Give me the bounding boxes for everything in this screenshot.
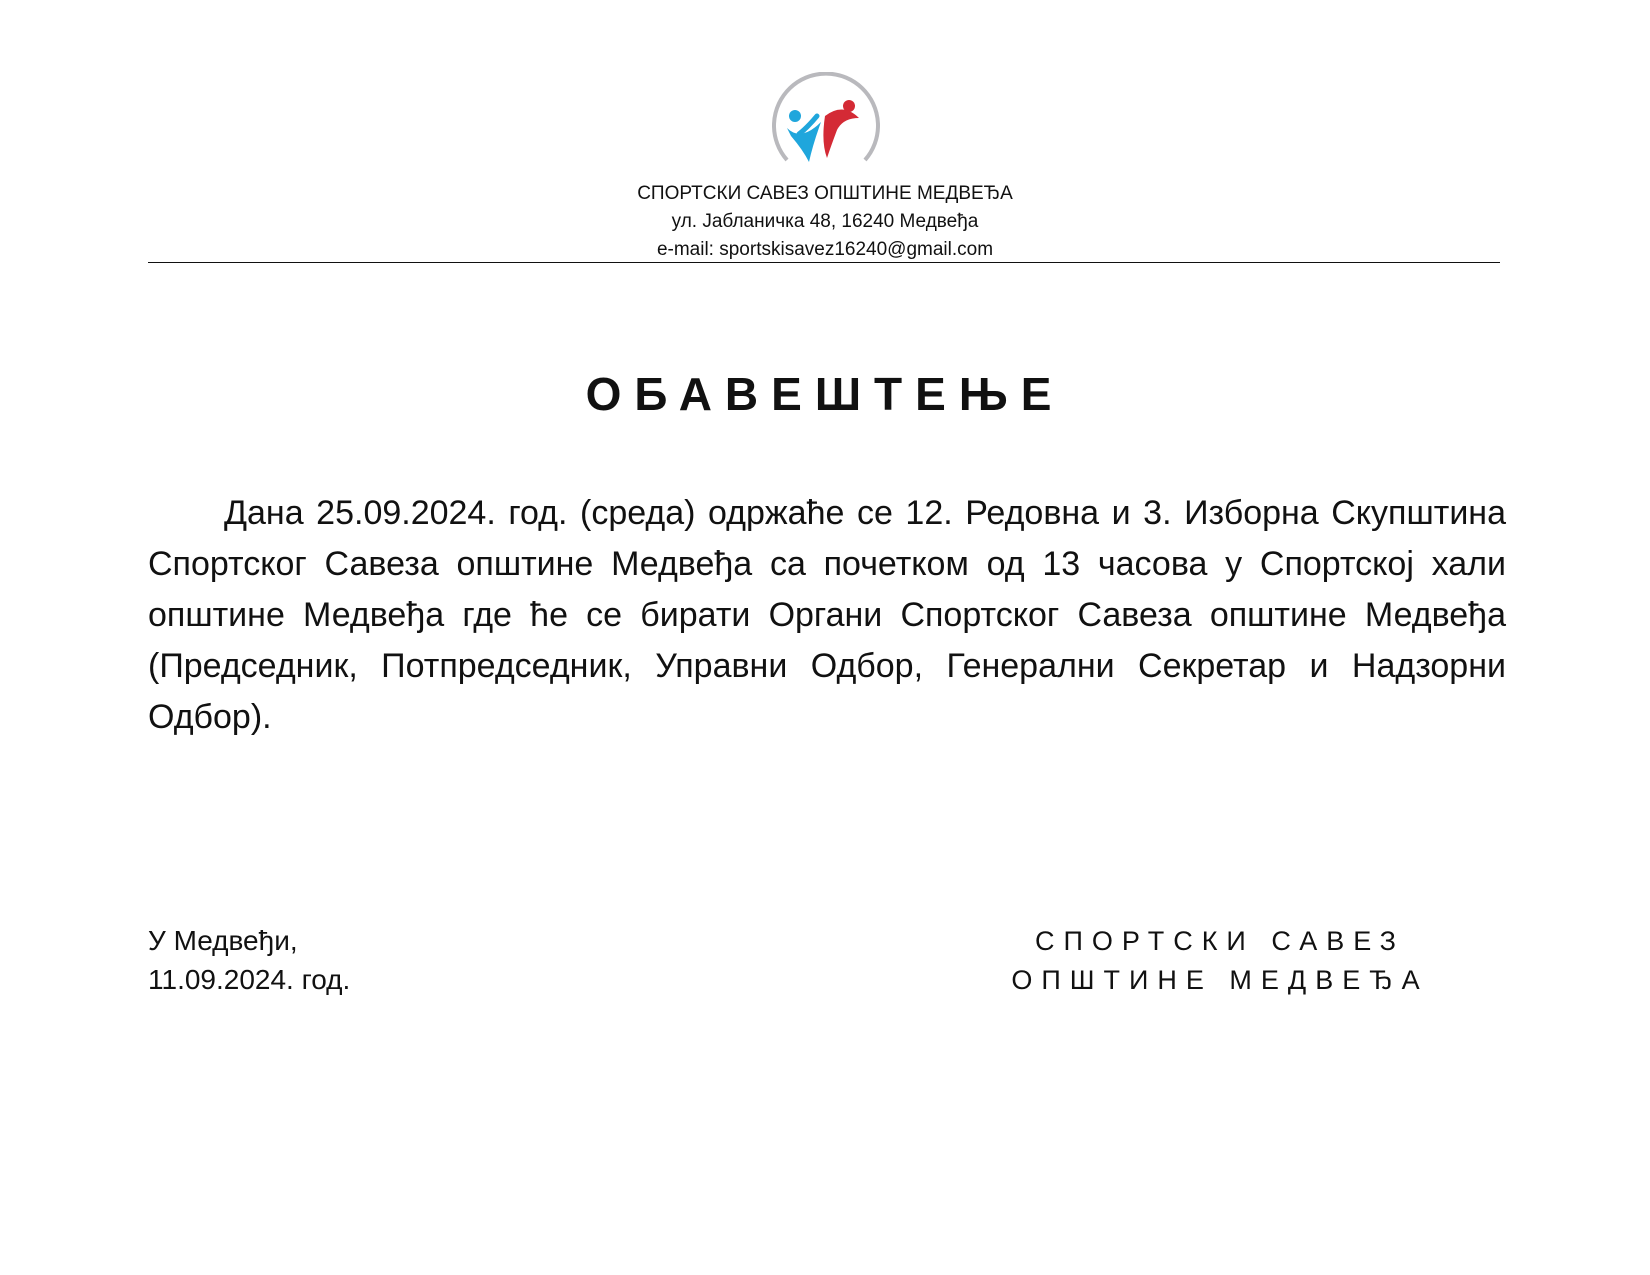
document-title: ОБАВЕШТЕЊЕ bbox=[585, 368, 1065, 420]
notice-body: Дана 25.09.2024. год. (среда) одржаће се 12. Редовна и 3. Изборна Скупштина Спортског Савеза општине Медвеђа са почетком од 13 часова у Спортској хали општине Медвеђа где ће се бирати Органи Спортског Савеза општине Медвеђа (Председник, Потпредседник, Управни Одбор, Генерални Секретар и Надзорни Одбор). bbox=[148, 494, 1506, 736]
issue-date: 11.09.2024. год. bbox=[148, 964, 351, 995]
sports-federation-logo bbox=[765, 72, 885, 182]
organization-address: ул. Јабланичка 48, 16240 Медвеђа bbox=[671, 211, 979, 232]
signature-line-2: ОПШТИНЕ МЕДВЕЂА bbox=[1011, 965, 1429, 995]
logo-graphic bbox=[765, 72, 885, 182]
signature-line-1: СПОРТСКИ САВЕЗ bbox=[1035, 926, 1405, 956]
organization-name: СПОРТСКИ САВЕЗ ОПШТИНЕ МЕДВЕЂА bbox=[637, 183, 1013, 204]
issue-place: У Медвеђи, bbox=[148, 925, 298, 956]
organization-email: e-mail: sportskisavez16240@gmail.com bbox=[656, 239, 994, 260]
header-divider bbox=[148, 262, 1500, 263]
